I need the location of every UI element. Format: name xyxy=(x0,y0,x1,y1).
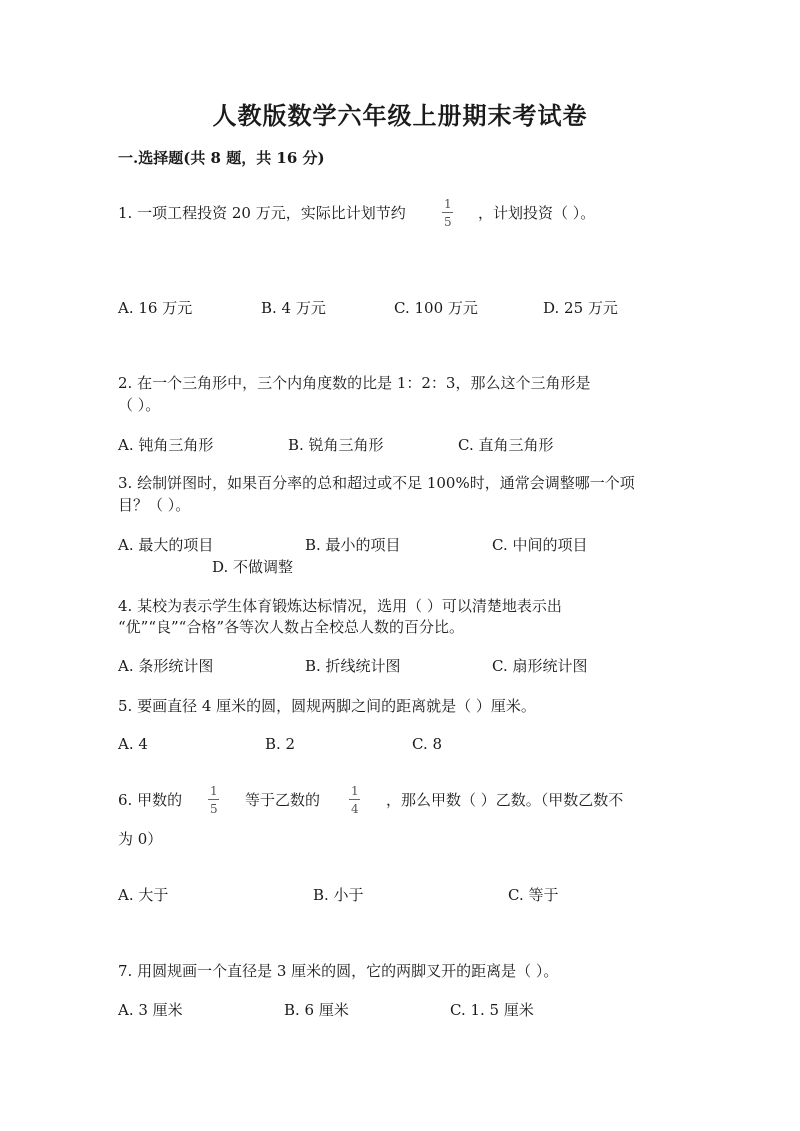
question-5-option-c[interactable]: C. 8 xyxy=(412,735,443,753)
question-6-fraction-1 xyxy=(208,785,220,815)
question-2-option-a[interactable]: A. 钝角三角形 xyxy=(118,436,214,454)
question-1-option-a[interactable]: A. 16 万元 xyxy=(118,299,193,317)
question-6-text-middle: 等于乙数的 xyxy=(245,791,321,809)
question-1-text-end: ，计划投资（ ）。 xyxy=(478,204,596,222)
fraction-numerator: 1 xyxy=(444,197,452,211)
question-7-option-a[interactable]: A. 3 厘米 xyxy=(118,1001,183,1019)
question-2-option-c[interactable]: C. 直角三角形 xyxy=(458,436,554,454)
question-6-fraction-2 xyxy=(349,785,361,815)
question-3-option-c[interactable]: C. 中间的项目 xyxy=(492,536,588,554)
question-4-text-line2: “优”“良”“合格”各等次人数占全校总人数的百分比。 xyxy=(118,618,465,636)
question-5-option-b[interactable]: B. 2 xyxy=(265,735,296,753)
fraction-denominator: 5 xyxy=(210,802,218,816)
question-4-text-line1: 4. 某校为表示学生体育锻炼达标情况，选用（ ）可以清楚地表示出 xyxy=(118,597,562,615)
question-2-option-b[interactable]: B. 锐角三角形 xyxy=(288,436,384,454)
question-7-option-c[interactable]: C. 1. 5 厘米 xyxy=(450,1001,534,1019)
question-3-text-line1: 3. 绘制饼图时，如果百分率的总和超过或不足 100%时，通常会调整哪一个项 xyxy=(118,474,635,492)
fraction-numerator: 1 xyxy=(351,784,359,798)
fraction-denominator: 5 xyxy=(444,215,452,229)
question-6-text: 6. 甲数的 xyxy=(118,791,183,809)
question-3-text-line2: 目？（ ）。 xyxy=(118,496,191,514)
question-6-text-end: ，那么甲数（ ）乙数。（甲数乙数不 xyxy=(386,791,624,809)
question-5-text: 5. 要画直径 4 厘米的圆，圆规两脚之间的距离就是（ ）厘米。 xyxy=(118,697,536,715)
question-1-option-c[interactable]: C. 100 万元 xyxy=(394,299,478,317)
section-heading: 一.选择题(共 8 题，共 16 分) xyxy=(118,149,325,167)
question-6-option-a[interactable]: A. 大于 xyxy=(118,886,169,904)
question-5-option-a[interactable]: A. 4 xyxy=(118,735,148,753)
question-7-option-b[interactable]: B. 6 厘米 xyxy=(284,1001,349,1019)
question-3-option-d[interactable]: D. 不做调整 xyxy=(212,558,294,576)
question-3-option-a[interactable]: A. 最大的项目 xyxy=(118,536,214,554)
page-title: 人教版数学六年级上册期末考试卷 xyxy=(212,101,588,130)
question-4-option-c[interactable]: C. 扇形统计图 xyxy=(492,657,588,675)
question-7-text: 7. 用圆规画一个直径是 3 厘米的圆，它的两脚叉开的距离是（ ）。 xyxy=(118,962,559,980)
question-1-option-b[interactable]: B. 4 万元 xyxy=(261,299,326,317)
question-4-option-a[interactable]: A. 条形统计图 xyxy=(118,657,214,675)
fraction-numerator: 1 xyxy=(210,784,218,798)
question-1-fraction xyxy=(442,198,454,228)
fraction-denominator: 4 xyxy=(351,802,359,816)
question-6-text-line2: 为 0） xyxy=(118,830,163,848)
question-1-text: 1. 一项工程投资 20 万元，实际比计划节约 xyxy=(118,204,406,222)
question-6-option-b[interactable]: B. 小于 xyxy=(313,886,364,904)
question-1-option-d[interactable]: D. 25 万元 xyxy=(543,299,618,317)
question-2-text-line2: （ ）。 xyxy=(118,396,161,414)
question-6-option-c[interactable]: C. 等于 xyxy=(508,886,559,904)
question-3-option-b[interactable]: B. 最小的项目 xyxy=(305,536,401,554)
question-2-text-line1: 2. 在一个三角形中，三个内角度数的比是 1：2：3，那么这个三角形是 xyxy=(118,374,591,392)
question-4-option-b[interactable]: B. 折线统计图 xyxy=(305,657,401,675)
